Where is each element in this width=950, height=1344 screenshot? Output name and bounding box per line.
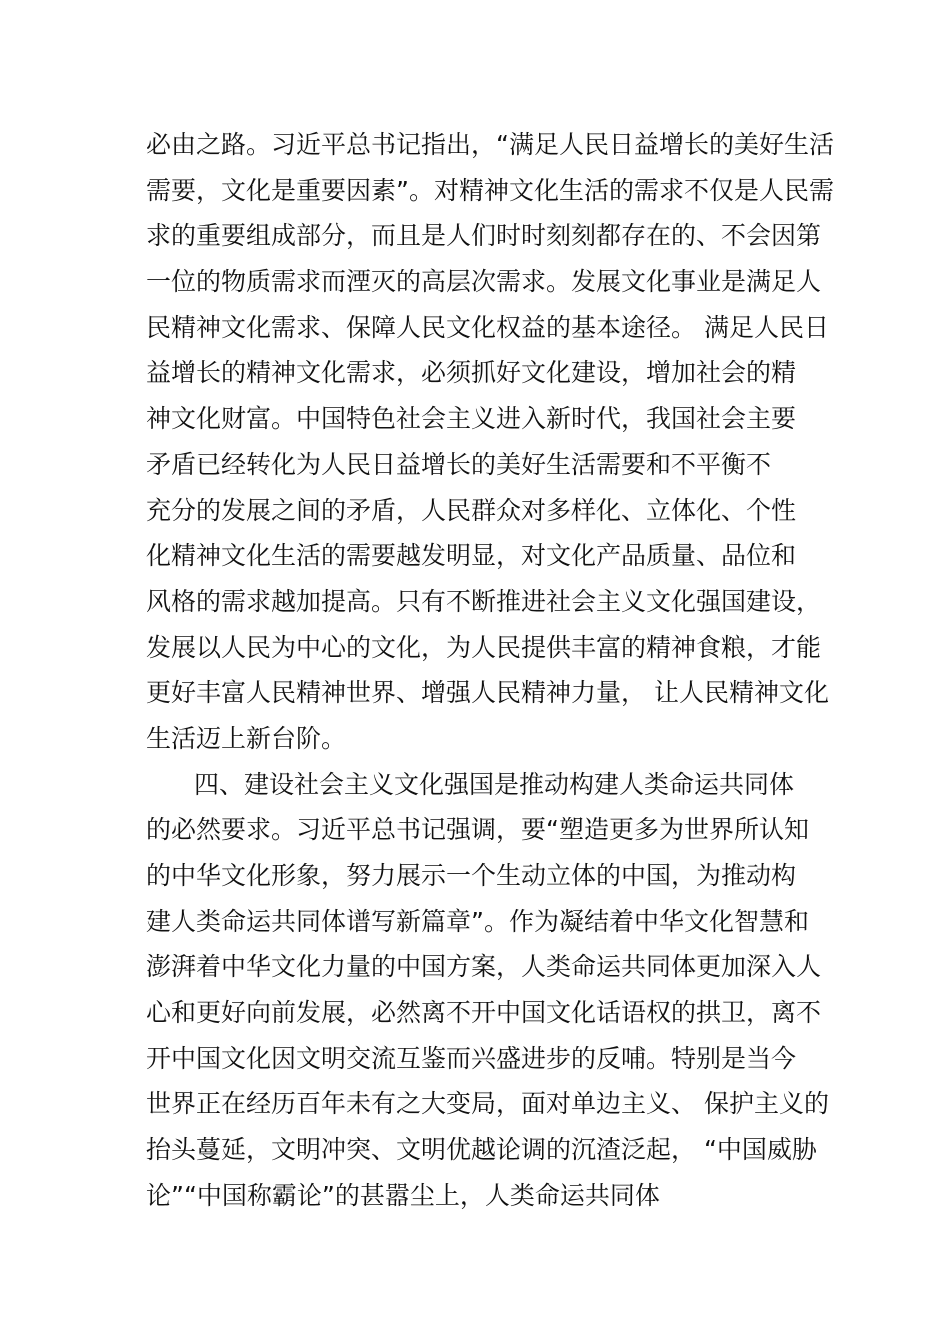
text-line: 需要，文化是重要因素”。对精神文化生活的需求不仅是人民需 (146, 175, 834, 205)
text-line: 的中华文化形象，努力展示一个生动立体的中国，为推动构 (146, 861, 797, 890)
text-line: 开中国文化因文明交流互鉴而兴盛进步的反哺。特别是当今 (146, 1043, 797, 1073)
text-line: 抬头蔓延，文明冲突、文明优越论调的沉渣泛起， “中国威胁 (146, 1135, 817, 1165)
text-line: 建人类命运共同体谱写新篇章”。作为凝结着中华文化智慧和 (146, 906, 809, 936)
text-line: 求的重要组成部分，而且是人们时时刻刻都存在的、不会因第 (146, 221, 822, 251)
text-line: 神文化财富。中国特色社会主义进入新时代，我国社会主要 (146, 404, 797, 434)
text-line: 的必然要求。习近平总书记强调，要“塑造更多为世界所认知 (146, 815, 809, 845)
text-line: 更好丰富人民精神世界、增强人民精神力量， 让人民精神文化 (146, 678, 829, 708)
text-line: 心和更好向前发展，必然离不开中国文化话语权的拱卫，离不 (146, 998, 822, 1028)
text-line: 化精神文化生活的需要越发明显，对文化产品质量、品位和 (146, 541, 797, 571)
text-line: 澎湃着中华文化力量的中国方案，人类命运共同体更加深入人 (146, 952, 822, 982)
text-line: 充分的发展之间的矛盾，人民群众对多样化、立体化、个性 (146, 495, 797, 525)
text-line: 生活迈上新台阶。 (146, 723, 347, 753)
text-line: 必由之路。习近平总书记指出，“满足人民日益增长的美好生活 (146, 130, 834, 159)
text-line: 世界正在经历百年未有之大变局，面对单边主义、 保护主义的 (146, 1089, 829, 1119)
text-line: 矛盾已经转化为人民日益增长的美好生活需要和不平衡不 (146, 449, 772, 479)
text-line: 发展以人民为中心的文化，为人民提供丰富的精神食粮，才能 (146, 632, 822, 662)
text-line: 益增长的精神文化需求，必须抓好文化建设，增加社会的精 (146, 358, 797, 388)
text-line: 论”“中国称霸论”的甚嚣尘上，人类命运共同体 (146, 1180, 660, 1210)
text-line: 一位的物质需求而湮灭的高层次需求。发展文化事业是满足人 (146, 267, 822, 297)
text-line: 民精神文化需求、保障人民文化权益的基本途径。 满足人民日 (146, 312, 829, 342)
section-heading: 四、建设社会主义文化强国是推动构建人类命运共同体 (194, 769, 795, 799)
text-line: 风格的需求越加提高。只有不断推进社会主义文化强国建设， (146, 586, 822, 616)
body-text (146, 122, 834, 1219)
